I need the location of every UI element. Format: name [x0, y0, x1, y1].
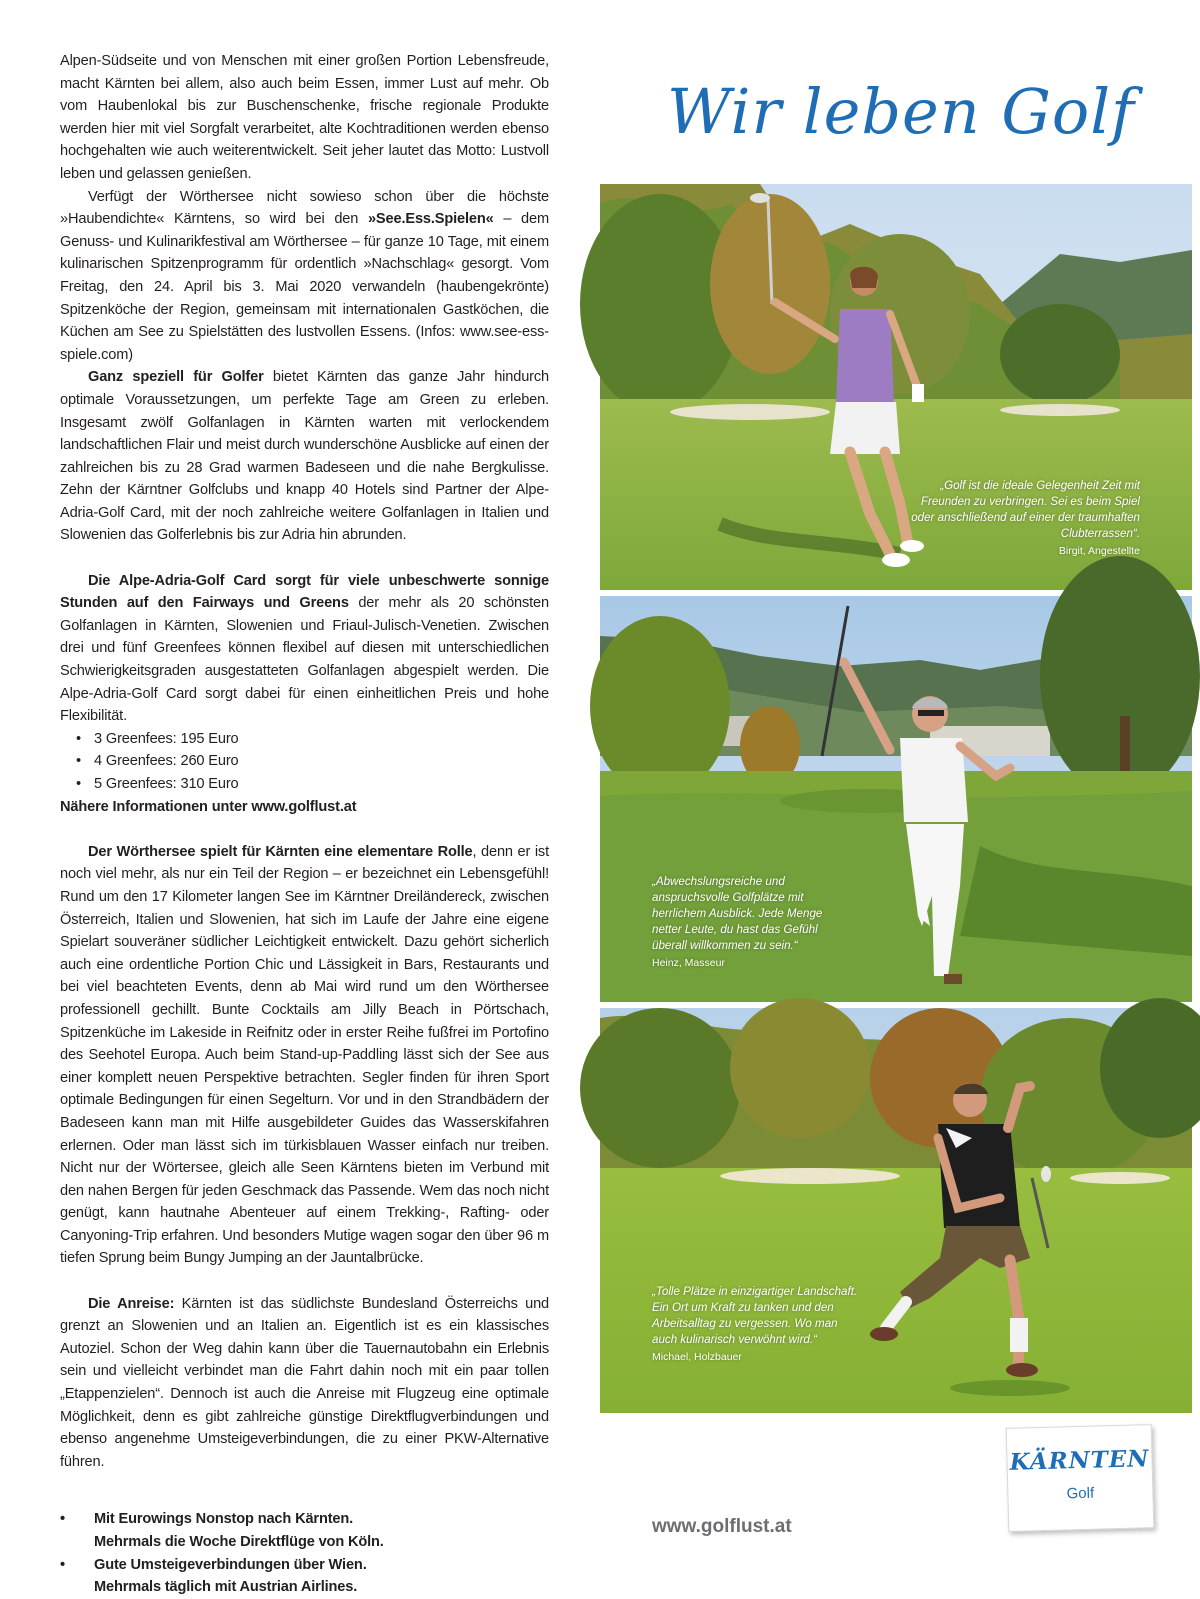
price-list — [74, 728, 549, 796]
quote-heinz: „Abwechslungsreiche und anspruchsvolle Golfplätze mit herrlichem Ausblick. Jede Menge netter Leute, du hast das Gefühl überall willkommen zu sein.“ Heinz, Masseur — [652, 874, 852, 971]
price-item: • 5 Greenfees: 310 Euro — [74, 773, 549, 796]
quote-author: Birgit, Angestellte — [1058, 545, 1140, 557]
photo-heinz — [600, 596, 1192, 1002]
info-link[interactable]: Nähere Informationen unter www.golflust.at — [60, 798, 357, 815]
paragraph-golfers: Ganz speziell für Golfer bietet Kärnten das ganze Jahr hindurch optimale Voraussetzungen, um perfekte Tage am Green zu erleben. Insgesamt zwölf Golfanlagen in Kärnten warten mit verlockendem landschaftlichen Flair und meist durch wunderschöne Ausblicke auf einen der zahlreichen bis zu 28 Grad warmen Badeseen und die nahe Bergkulisse. Zehn der Kärntner Golfclubs und knapp 40 Hotels sind Partner der Alpe-Adria-Golf Card, mit der noch zahlreiche weitere Golfanlagen in Italien und Slowenien das Golferlebnis bis zur Adria hin abrunden. — [60, 369, 549, 544]
website-url[interactable]: www.golflust.at — [652, 1516, 792, 1537]
paragraph-see-ess-spiele: Verfügt der Wörthersee nicht sowieso schon über die höchste »Haubendichte« Kärntens, so wird bei den »See.Ess.Spielen« – dem Genuss- und Kulinarikfestival am Wörthersee – für ganze 10 Tage, mit einem kulinarischen Spitzenprogramm für ordentlich »Nachschlag« gesorgt. Vom Freitag, den 24. April bis 3. Mai 2020 verwandeln (haubengekrönte) Spitzenköche der Region, gemeinsam mit internationalen Gastköchen, die Küchen am See zu Spielstätten des lustvollen Essens. (Infos: www.see-ess-spiele.com) — [60, 188, 550, 363]
quote-michael: „Tolle Plätze in einzigartiger Landschaft. Ein Ort um Kraft zu tanken und den Arbeitsalltag zu vergessen. Wo man auch kulinarisch verwöhnt wird.“ Michael, Holzbauer — [652, 1284, 862, 1365]
paragraph-anreise: Die Anreise: Kärnten ist das südlichste Bundesland Österreichs und grenzt an Slowenien und an Italien an. Eigentlich ist es ein klassisches Autoziel. Schon der Weg dahin kann über die Tauernautobahn ein Erlebnis sein und vielleicht verbindet man die Fahrt dahin noch mit ein paar tollen „Etappenzielen“. Dennoch ist auch die Anreise mit Flugzeug eine optimale Möglichkeit, denn es gibt zahlreiche günstige Direktflugverbindungen und ebenso angenehme Umsteigeverbindungen, die zu einer PKW-Alternative führen. — [60, 1295, 549, 1470]
photo-michael — [600, 1008, 1192, 1413]
travel-list — [60, 1508, 549, 1598]
travel-item: • Gute Umsteigeverbindungen über Wien. Mehrmals täglich mit Austrian Airlines. — [60, 1554, 549, 1599]
page-title: Wir leben Golf — [667, 75, 1135, 148]
kaernten-golf-logo — [1006, 1424, 1155, 1532]
logo-sub: Golf — [1066, 1484, 1095, 1503]
price-item: • 4 Greenfees: 260 Euro — [74, 750, 549, 773]
travel-item: • Mit Eurowings Nonstop nach Kärnten. Mehrmals die Woche Direktflüge von Köln. — [60, 1508, 549, 1553]
paragraph-cuisine: Alpen-Südseite und von Menschen mit einer großen Portion Lebensfreude, macht Kärnten bei allem, also auch beim Essen, immer Lust auf mehr. Ob vom Haubenlokal bis zur Buschenschenke, frische regionale Produkte werden hier mit viel Sorgfalt verarbeitet, alte Kochtraditionen werden ebenso hochgehalten wie auch weiterentwickelt. Seit jeher lautet das Motto: Lustvoll leben und gelassen genießen. — [60, 53, 549, 182]
photo-birgit — [600, 184, 1192, 590]
price-item: • 3 Greenfees: 195 Euro — [74, 728, 549, 751]
quote-author: Michael, Holzbauer — [652, 1351, 742, 1363]
quote-author: Heinz, Masseur — [652, 957, 725, 969]
paragraph-golf-card: Die Alpe-Adria-Golf Card sorgt für viele unbeschwerte sonnige Stunden auf den Fairways und Greens der mehr als 20 schönsten Golfanlagen in Kärnten, Slowenien und Friaul-Julisch-Venetien. Zwischen drei und fünf Greenfees können flexibel auf diesen mit unterschiedlichen Schwierigkeitsgraden ausgestatteten Golfanlagen abgespielt werden. Die Alpe-Adria-Golf Card sorgt dabei für einen einheitlichen Preis und hohe Flexibilität. — [60, 572, 549, 725]
quote-birgit: „Golf ist die ideale Gelegenheit Zeit mit Freunden zu verbringen. Sei es beim Spiel oder anschließend auf einer der traumhaften Clubterrassen“. Birgit, Angestellte — [911, 479, 1140, 557]
paragraph-woerthersee: Der Wörthersee spielt für Kärnten eine elementare Rolle, denn er ist noch viel mehr, als nur ein Teil der Region – er bezeichnet ein Lebensgefühl! Rund um den 17 Kilometer langen See im Kärntner Dreiländereck, zwischen Österreich, Italien und Slowenien, hat sich im Laufe der Jahre eine eigene Spielart souveräner südlicher Leichtigkeit entwickelt. Dazu gehört sicherlich auch eine ordentliche Portion Chic und Lässigkeit in Bars, Restaurants und bei viel beachteten Events, denn ab Mai wird rund um den Wörthersee professionell gechillt. Bunte Cocktails am Jilly Beach in Pörtschach, Spitzenküche im Lakeside in Reifnitz oder in erster Reihe fußfrei im Portofino des Seehotel Europa. Auch beim Stand-up-Paddling lässt sich der See aus einer komplett neuen Perspektive betrachten. Segler finden für ihren Sport optimale Bedingungen für einen Segelturn. Vor und in den Strandbädern der Badeseen kann man mit Hilfe ausgebildeter Guides das Wasserskifahren erlernen. Oder man lässt sich im türkisblauen Wasser einfach nur treiben. Nicht nur der Wörtersee, gleich alle Seen Kärntens bieten im Verbund mit den nahen Bergen für jeden Geschmack das Passende. Wem das noch nicht genügt, kann hautnahe Abenteuer auf einem Trekking-, Rafting- oder Canyoning-Trip erfahren. Und besonders Mutige wagen sogar den über 96 m tiefen Sprung beim Bungy Jumping an der Jauntalbrücke. — [60, 843, 549, 1267]
article-column — [60, 50, 549, 1599]
logo-name: KÄRNTEN — [1009, 1445, 1150, 1476]
